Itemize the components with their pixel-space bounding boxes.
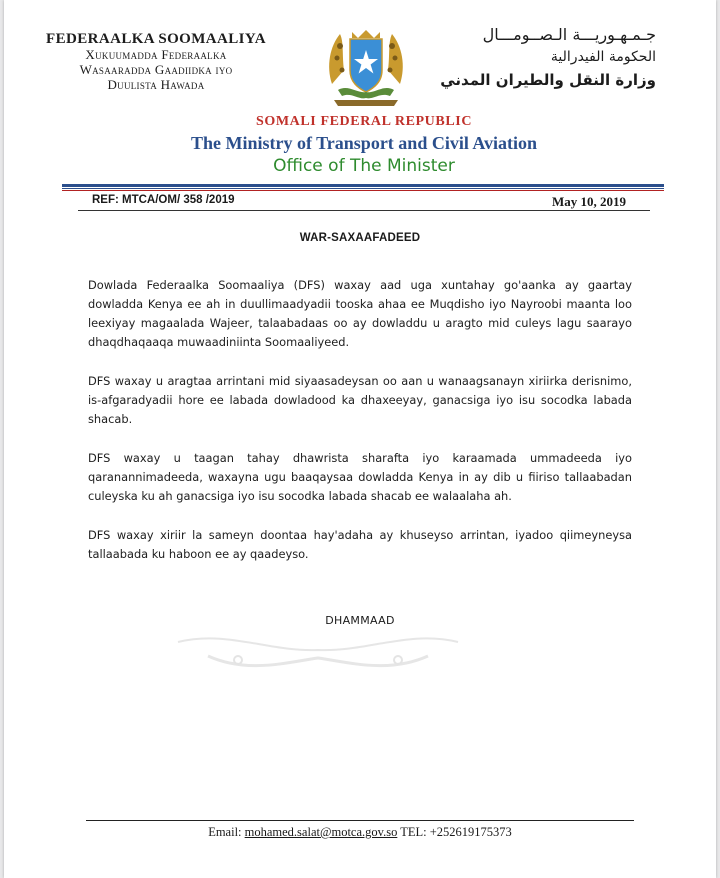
header-left-line3: Wasaaradda Gaadiidka iyo xyxy=(79,62,233,77)
paragraph: DFS waxay u taagan tahay dhawrista sharafta iyo karaamada ummadeeda iyo qaranannimadeeda, waxayna ugu baaqaysaa dowladda Kenya in ay dib u fiiriso tallaabadan culeyska ku ah ganacsiga iyo isu socodka labada shacab ee walaalaha ah. xyxy=(88,451,632,503)
paragraph: DFS waxay u aragtaa arrintani mid siyaasadeysan oo aan u wanaagsanayn xiriirka derisnimo, is-afgaradyadii hore ee labada dowladood ka dhaxeeyay, ganacsiga iyo isu socodka labada shacab. xyxy=(88,374,632,426)
paragraph: Dowlada Federaalka Soomaaliya (DFS) waxay aad uga xuntahay go'aanka ay gaartay dowladda Kenya ee ah in duullimaadyadii tooska ahaa ee Muqdisho iyo Nayroobi maanta loo leexiyay magaalada Wajeer, talaabadaas oo ay dowladdu u aragto mid culeys lagu saarayo dhaqdhaqaaqa muwaadiniinta Soomaaliyeed. xyxy=(88,278,632,349)
header-left-line2: Xukuumadda Federaalka xyxy=(85,47,227,62)
reference-divider xyxy=(78,210,650,211)
paragraph: DFS waxay xiriir la sameyn doontaa hay'adaha ay khuseyso arrintan, iyadoo qiimeyneysa tallaabada ku haboon ee ay qaadeyso. xyxy=(88,528,632,561)
header-divider-thick xyxy=(62,184,664,187)
office-title: Office of The Minister xyxy=(273,156,455,176)
letterhead-titles xyxy=(4,113,720,177)
reference-number: REF: MTCA/OM/ 358 /2019 xyxy=(92,194,235,206)
ornament-watermark-icon xyxy=(168,622,468,678)
header-right-line2: الحكومة الفيدرالية xyxy=(550,49,656,65)
header-right-line1: جـمـهـوريـــة الـصــومـــال xyxy=(482,25,656,44)
header-somali-block xyxy=(41,32,271,92)
press-release-heading: WAR-SAXAAFADEED xyxy=(299,232,421,244)
header-right-line3: وزارة النقل والطيران المدني xyxy=(440,71,656,89)
email-label: Email: xyxy=(208,825,242,839)
tel-label: TEL: xyxy=(400,825,427,839)
footer-divider xyxy=(86,820,634,821)
header-left-line1: FEDERAALKA SOOMAALIYA xyxy=(46,31,266,47)
header-left-line4: Duulista Hawada xyxy=(107,77,205,92)
footer-contact xyxy=(0,825,720,840)
tel-number: +252619175373 xyxy=(429,825,512,839)
closing-text: DHAMMAAD xyxy=(325,614,395,627)
letter-body xyxy=(88,276,632,584)
republic-title: SOMALI FEDERAL REPUBLIC xyxy=(255,114,473,129)
ministry-title: The Ministry of Transport and Civil Aviation xyxy=(190,133,538,153)
header-divider-thin xyxy=(62,188,664,189)
letter-date: May 10, 2019 xyxy=(551,194,626,209)
somali-coat-of-arms-icon xyxy=(320,26,412,112)
email-link[interactable]: mohamed.salat@motca.gov.so xyxy=(244,825,398,839)
header-divider-red xyxy=(62,190,664,191)
header-arabic-block xyxy=(436,24,656,92)
